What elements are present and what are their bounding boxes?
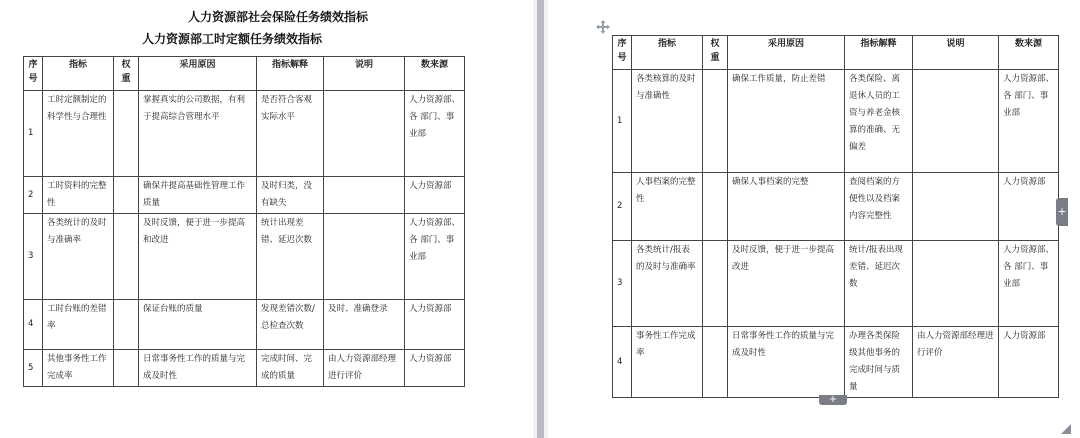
table-header-row xyxy=(24,57,465,91)
cell-explanation: 完成时间、完成的质量 xyxy=(257,350,324,387)
table-row xyxy=(24,214,465,300)
cell-indicator: 各类核算的及时与准确性 xyxy=(632,70,703,173)
cell-explanation: 发现差错次数/总检查次数 xyxy=(257,300,324,350)
cell-reason: 及时反馈，便于进一步提高和改进 xyxy=(139,214,257,300)
cell-weight xyxy=(114,91,139,177)
cell-index: 2 xyxy=(613,173,632,241)
cell-indicator: 人事档案的完整性 xyxy=(632,173,703,241)
cell-explanation: 查阅档案的方便性以及档案内容完整性 xyxy=(845,173,913,241)
header-explanation: 指标解释 xyxy=(845,36,913,70)
cell-explanation: 统计出现差错、延迟次数 xyxy=(257,214,324,300)
cell-source: 人力资源部 xyxy=(999,327,1059,398)
cell-source: 人力资源部 xyxy=(999,173,1059,241)
cell-index: 5 xyxy=(24,350,43,387)
header-note: 说明 xyxy=(913,36,999,70)
cell-indicator: 事务性工作完成率 xyxy=(632,327,703,398)
cell-indicator: 各类统计/报表的及时与准确率 xyxy=(632,241,703,327)
table-row xyxy=(613,173,1059,241)
scrollbar-track[interactable] xyxy=(537,0,544,438)
cell-index: 4 xyxy=(613,327,632,398)
cell-reason: 确保并提高基础性管理工作质量 xyxy=(139,177,257,214)
table-row xyxy=(613,327,1059,398)
cell-source: 人力资源部、各 部门、事业部 xyxy=(405,91,465,177)
cell-source: 人力资源部、各 部门、事业部 xyxy=(999,241,1059,327)
cell-source: 人力资源部、各 部门、事业部 xyxy=(999,70,1059,173)
cell-indicator: 工时资料的完整性 xyxy=(43,177,114,214)
header-note: 说明 xyxy=(324,57,405,91)
header-indicator: 指标 xyxy=(632,36,703,70)
cell-index: 2 xyxy=(24,177,43,214)
cell-weight xyxy=(703,241,728,327)
cell-reason: 确保工作质量，防止差错 xyxy=(728,70,845,173)
kpi-table-right xyxy=(612,35,1059,398)
cell-source: 人力资源部 xyxy=(405,300,465,350)
cell-index: 1 xyxy=(613,70,632,173)
cell-reason: 保证台账的质量 xyxy=(139,300,257,350)
cell-note: 由人力资源部经理进行评价 xyxy=(913,327,999,398)
cell-note xyxy=(324,214,405,300)
cell-weight xyxy=(114,177,139,214)
cell-source: 人力资源部、各 部门、事业部 xyxy=(405,214,465,300)
table-row xyxy=(24,300,465,350)
cell-indicator: 工时台账的差错率 xyxy=(43,300,114,350)
table-move-handle-icon[interactable] xyxy=(596,19,610,33)
page-title-right: 人力资源部社会保险任务绩效指标 xyxy=(188,10,369,24)
cell-note xyxy=(324,91,405,177)
cell-note xyxy=(913,241,999,327)
cell-indicator: 各类统计的及时与准确率 xyxy=(43,214,114,300)
table-row xyxy=(613,70,1059,173)
cell-index: 3 xyxy=(613,241,632,327)
cell-weight xyxy=(114,214,139,300)
cell-weight xyxy=(703,327,728,398)
kpi-table-left xyxy=(23,56,465,387)
cell-weight xyxy=(114,300,139,350)
header-weight: 权重 xyxy=(703,36,728,70)
cell-reason: 日常事务性工作的质量与完成及时性 xyxy=(728,327,845,398)
table-resize-icon[interactable] xyxy=(1061,419,1071,429)
header-source: 数来源 xyxy=(405,57,465,91)
add-row-icon[interactable]: + xyxy=(819,395,847,405)
header-reason: 采用原因 xyxy=(728,36,845,70)
cell-note: 及时、准确登录 xyxy=(324,300,405,350)
cell-explanation: 统计/报表出现差错、延迟次数 xyxy=(845,241,913,327)
cell-reason: 确保人事档案的完整 xyxy=(728,173,845,241)
header-weight: 权重 xyxy=(114,57,139,91)
header-index: 序号 xyxy=(613,36,632,70)
cell-reason: 掌握真实的公司数据，有利于提高综合管理水平 xyxy=(139,91,257,177)
cell-index: 3 xyxy=(24,214,43,300)
header-index: 序号 xyxy=(24,57,43,91)
table-header-row xyxy=(613,36,1059,70)
cell-explanation: 是否符合客观实际水平 xyxy=(257,91,324,177)
page-title-left: 人力资源部工时定额任务绩效指标 xyxy=(142,32,323,46)
cell-source: 人力资源部 xyxy=(405,177,465,214)
cell-note: 由人力资源部经理进行评价 xyxy=(324,350,405,387)
cell-weight xyxy=(703,70,728,173)
cell-index: 1 xyxy=(24,91,43,177)
header-explanation: 指标解释 xyxy=(257,57,324,91)
cell-indicator: 其他事务性工作完成率 xyxy=(43,350,114,387)
add-column-icon[interactable]: + xyxy=(1056,198,1068,226)
table-row xyxy=(24,91,465,177)
cell-note xyxy=(324,177,405,214)
cell-explanation: 办理各类保险级其他事务的完成时间与质量 xyxy=(845,327,913,398)
cell-explanation: 及时归类，没有缺失 xyxy=(257,177,324,214)
cell-note xyxy=(913,70,999,173)
header-source: 数来源 xyxy=(999,36,1059,70)
cell-weight xyxy=(114,350,139,387)
cell-weight xyxy=(703,173,728,241)
cell-reason: 及时反馈，便于进一步提高改进 xyxy=(728,241,845,327)
cell-reason: 日常事务性工作的质量与完成及时性 xyxy=(139,350,257,387)
table-row xyxy=(24,177,465,214)
table-row xyxy=(613,241,1059,327)
cell-index: 4 xyxy=(24,300,43,350)
header-indicator: 指标 xyxy=(43,57,114,91)
cell-source: 人力资源部 xyxy=(405,350,465,387)
cell-explanation: 各类保险、离退休人员的工资与养老金核算的准确、无偏差 xyxy=(845,70,913,173)
page-divider xyxy=(533,0,548,438)
cell-indicator: 工时定额制定的科学性与合理性 xyxy=(43,91,114,177)
cell-note xyxy=(913,173,999,241)
table-row xyxy=(24,350,465,387)
header-reason: 采用原因 xyxy=(139,57,257,91)
